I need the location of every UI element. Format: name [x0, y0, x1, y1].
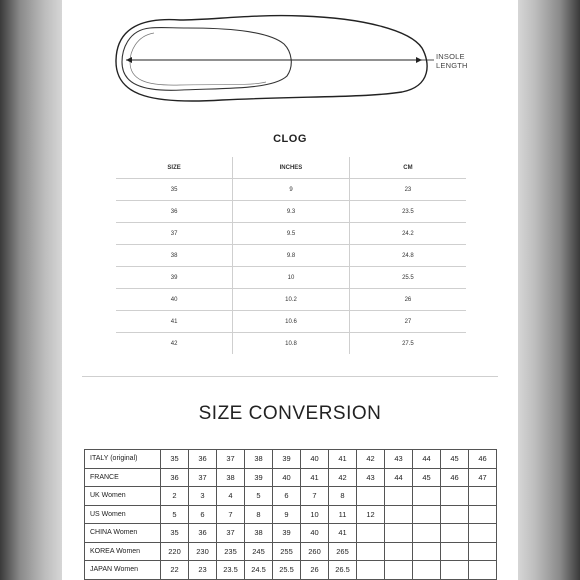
column-header-size: SIZE — [167, 164, 181, 171]
table-cell: 23 — [349, 179, 466, 201]
table-cell: 35 — [116, 179, 233, 201]
conversion-cell: 260 — [301, 542, 329, 561]
size-guide-page — [62, 0, 518, 580]
conversion-cell — [357, 561, 385, 580]
conversion-cell — [413, 505, 441, 524]
conversion-cell — [469, 542, 497, 561]
conversion-cell: 8 — [329, 487, 357, 506]
table-cell: 10 — [233, 267, 350, 289]
conversion-cell — [413, 524, 441, 543]
table-cell: 10.8 — [233, 333, 350, 355]
conversion-cell — [385, 561, 413, 580]
conversion-cell — [413, 487, 441, 506]
table-row — [116, 245, 466, 267]
conversion-cell: 3 — [189, 487, 217, 506]
conversion-row — [85, 505, 497, 524]
column-header-inches: INCHES — [233, 157, 350, 179]
table-cell: 25.5 — [349, 267, 466, 289]
conversion-cell: 9 — [273, 505, 301, 524]
conversion-row-label: KOREA Women — [85, 542, 161, 561]
table-row — [116, 223, 466, 245]
conversion-cell — [357, 542, 385, 561]
conversion-row — [85, 542, 497, 561]
conversion-row-label: CHINA Women — [85, 524, 161, 543]
conversion-cell: 230 — [189, 542, 217, 561]
conversion-cell: 38 — [245, 450, 273, 469]
conversion-row — [85, 468, 497, 487]
conversion-cell: 255 — [273, 542, 301, 561]
conversion-cell: 23 — [189, 561, 217, 580]
table-cell: 38 — [116, 245, 233, 267]
conversion-row-label: US Women — [85, 505, 161, 524]
conversion-cell: 6 — [273, 487, 301, 506]
conversion-cell: 37 — [189, 468, 217, 487]
conversion-cell: 26 — [301, 561, 329, 580]
conversion-cell — [357, 524, 385, 543]
table-row — [116, 267, 466, 289]
table-cell: 10.6 — [233, 311, 350, 333]
conversion-cell: 36 — [161, 468, 189, 487]
conversion-cell: 5 — [161, 505, 189, 524]
conversion-cell: 46 — [469, 450, 497, 469]
conversion-cell: 44 — [385, 468, 413, 487]
conversion-cell: 25.5 — [273, 561, 301, 580]
conversion-cell: 39 — [273, 524, 301, 543]
conversion-cell: 42 — [357, 450, 385, 469]
clog-size-table — [116, 157, 466, 354]
conversion-cell: 10 — [301, 505, 329, 524]
conversion-cell: 38 — [245, 524, 273, 543]
conversion-cell: 35 — [161, 524, 189, 543]
conversion-cell — [469, 505, 497, 524]
conversion-cell: 39 — [273, 450, 301, 469]
conversion-cell: 35 — [161, 450, 189, 469]
table-cell: 36 — [116, 201, 233, 223]
conversion-cell: 39 — [245, 468, 273, 487]
conversion-row — [85, 561, 497, 580]
conversion-row — [85, 524, 497, 543]
table-row — [116, 311, 466, 333]
conversion-cell — [441, 561, 469, 580]
table-cell: 9.3 — [233, 201, 350, 223]
clog-title: CLOG — [273, 133, 307, 145]
conversion-cell — [469, 524, 497, 543]
conversion-cell — [441, 487, 469, 506]
conversion-cell: 11 — [329, 505, 357, 524]
conversion-cell: 46 — [441, 468, 469, 487]
conversion-cell — [469, 561, 497, 580]
conversion-cell: 37 — [217, 450, 245, 469]
conversion-cell: 4 — [217, 487, 245, 506]
table-cell: 24.8 — [349, 245, 466, 267]
table-cell: 39 — [116, 267, 233, 289]
conversion-cell: 40 — [301, 450, 329, 469]
conversion-cell — [357, 487, 385, 506]
conversion-cell — [385, 505, 413, 524]
conversion-cell: 37 — [217, 524, 245, 543]
conversion-cell: 36 — [189, 450, 217, 469]
conversion-cell: 265 — [329, 542, 357, 561]
conversion-cell: 8 — [245, 505, 273, 524]
conversion-row — [85, 487, 497, 506]
size-conversion-table — [84, 449, 497, 580]
table-cell: 27.5 — [349, 333, 466, 355]
table-cell: 26 — [349, 289, 466, 311]
conversion-cell: 23.5 — [217, 561, 245, 580]
conversion-row-label: JAPAN Women — [85, 561, 161, 580]
table-cell: 41 — [116, 311, 233, 333]
conversion-cell — [441, 524, 469, 543]
conversion-cell: 5 — [245, 487, 273, 506]
conversion-cell: 22 — [161, 561, 189, 580]
conversion-cell — [385, 487, 413, 506]
conversion-cell: 41 — [329, 450, 357, 469]
conversion-row-label: FRANCE — [85, 468, 161, 487]
insole-length-label: INSOLE LENGTH — [436, 52, 468, 70]
size-conversion-title: SIZE CONVERSION — [198, 403, 382, 424]
conversion-cell: 36 — [189, 524, 217, 543]
table-cell: 27 — [349, 311, 466, 333]
conversion-cell: 45 — [413, 468, 441, 487]
conversion-cell — [441, 542, 469, 561]
conversion-cell: 40 — [301, 524, 329, 543]
conversion-cell: 7 — [217, 505, 245, 524]
conversion-cell: 42 — [329, 468, 357, 487]
table-cell: 24.2 — [349, 223, 466, 245]
section-divider — [82, 376, 498, 377]
column-header-cm: CM — [349, 157, 466, 179]
conversion-cell: 41 — [329, 524, 357, 543]
conversion-cell — [385, 524, 413, 543]
table-header-row — [116, 157, 466, 179]
conversion-cell — [441, 505, 469, 524]
conversion-cell: 220 — [161, 542, 189, 561]
conversion-cell — [413, 542, 441, 561]
table-row — [116, 179, 466, 201]
conversion-cell — [469, 487, 497, 506]
conversion-cell: 2 — [161, 487, 189, 506]
conversion-cell: 45 — [441, 450, 469, 469]
table-row — [116, 333, 466, 355]
conversion-cell: 245 — [245, 542, 273, 561]
conversion-cell: 24.5 — [245, 561, 273, 580]
conversion-row-label: ITALY (original) — [85, 450, 161, 469]
table-row — [116, 289, 466, 311]
table-cell: 42 — [116, 333, 233, 355]
conversion-cell: 235 — [217, 542, 245, 561]
conversion-cell: 43 — [385, 450, 413, 469]
conversion-row-label: UK Women — [85, 487, 161, 506]
table-cell: 9.5 — [233, 223, 350, 245]
conversion-cell: 43 — [357, 468, 385, 487]
conversion-cell: 6 — [189, 505, 217, 524]
conversion-row — [85, 450, 497, 469]
conversion-cell: 7 — [301, 487, 329, 506]
conversion-cell — [413, 561, 441, 580]
table-cell: 9 — [233, 179, 350, 201]
conversion-cell: 47 — [469, 468, 497, 487]
table-cell: 23.5 — [349, 201, 466, 223]
conversion-cell: 26.5 — [329, 561, 357, 580]
conversion-cell: 40 — [273, 468, 301, 487]
table-row — [116, 201, 466, 223]
conversion-cell: 41 — [301, 468, 329, 487]
conversion-cell: 38 — [217, 468, 245, 487]
table-cell: 40 — [116, 289, 233, 311]
conversion-cell: 12 — [357, 505, 385, 524]
table-cell: 37 — [116, 223, 233, 245]
conversion-cell — [385, 542, 413, 561]
table-cell: 10.2 — [233, 289, 350, 311]
conversion-cell: 44 — [413, 450, 441, 469]
table-cell: 9.8 — [233, 245, 350, 267]
